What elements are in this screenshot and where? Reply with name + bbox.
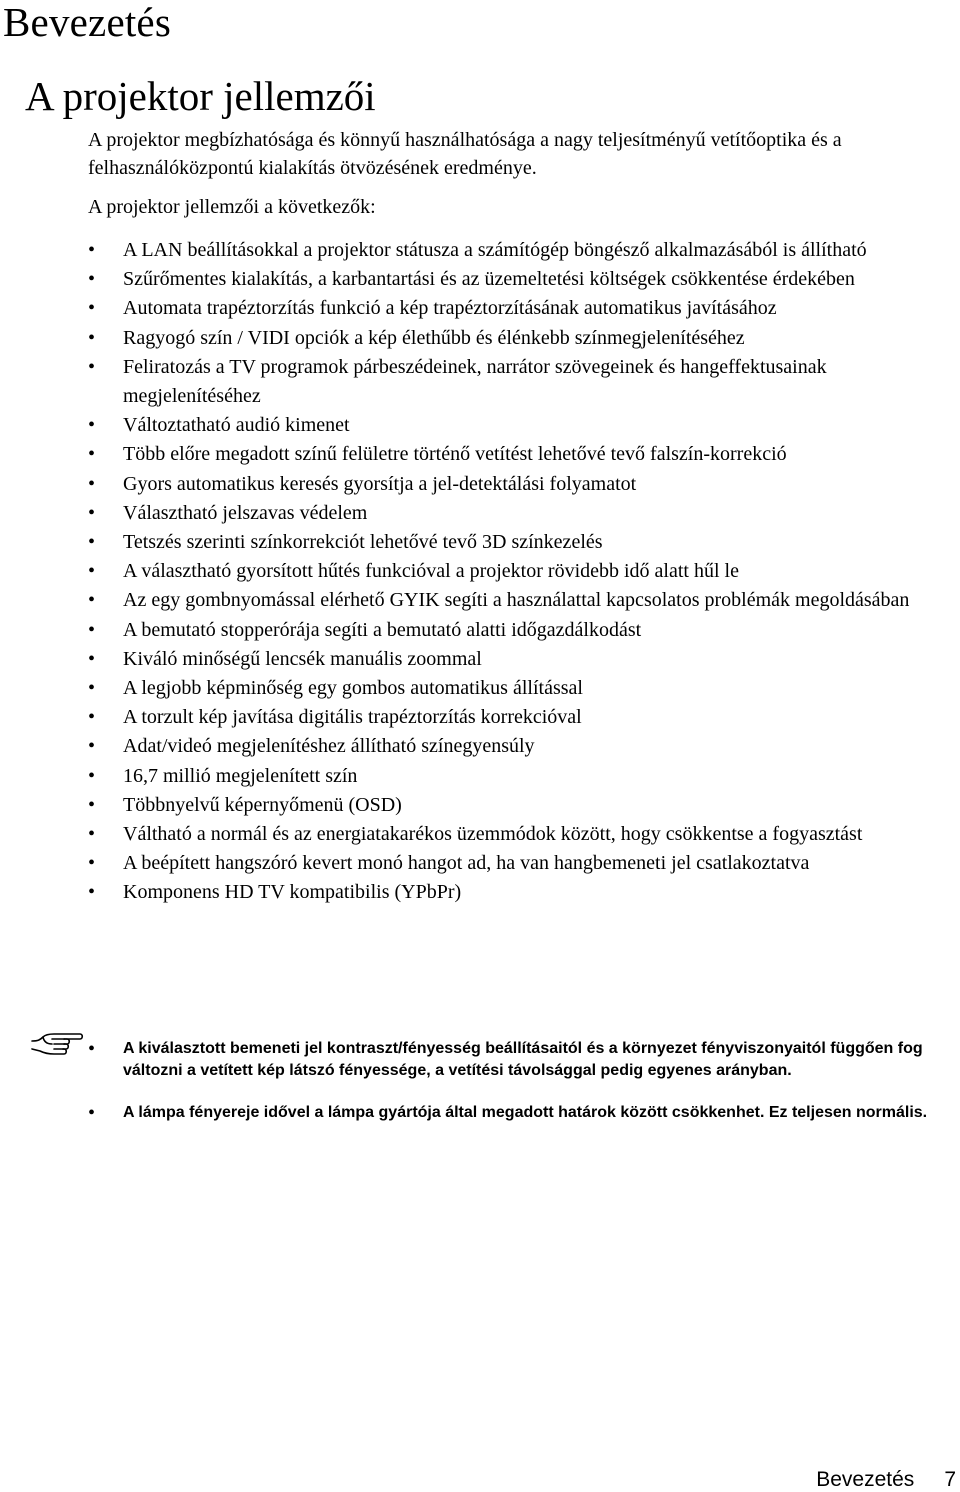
feature-text: Változtatható audió kimenet	[123, 414, 350, 437]
list-item	[88, 820, 956, 849]
list-item	[88, 440, 956, 469]
bullet-glyph: •	[88, 735, 96, 758]
feature-text: Szűrőmentes kialakítás, a karbantartási és az üzemeltetési költségek csökkentése érdekében	[123, 268, 855, 291]
note-item	[88, 1102, 928, 1124]
bullet-glyph: •	[88, 881, 96, 904]
list-item	[88, 674, 956, 703]
feature-text: Választható jelszavas védelem	[123, 501, 368, 524]
list-item	[88, 762, 956, 791]
feature-text: A beépített hangszóró kevert monó hangot ad, ha van hangbemeneti jel csatlakoztatva	[123, 852, 810, 875]
bullet-glyph: •	[88, 1038, 96, 1060]
list-item	[88, 557, 956, 586]
bullet-glyph: •	[88, 1102, 96, 1124]
notes-list	[88, 1038, 928, 1124]
feature-text: Adat/videó megjelenítéshez állítható színegyensúly	[123, 735, 535, 758]
feature-text: Kiváló minőségű lencsék manuális zoommal	[123, 647, 482, 670]
intro-paragraph: A projektor megbízhatósága és könnyű használhatósága a nagy teljesítményű vetítőoptika és a felhasználóközpontú kialakítás ötvözésének eredménye.	[88, 129, 842, 179]
section-title: A projektor jellemzői	[25, 73, 376, 119]
bullet-glyph: •	[88, 531, 96, 554]
feature-text: A választható gyorsított hűtés funkcióval a projektor rövidebb idő alatt hűl le	[123, 560, 739, 583]
feature-text: Feliratozás a TV programok párbeszédeinek, narrátor szövegeinek és hangeffektusainak megjelenítéséhez	[123, 355, 827, 408]
bullet-glyph: •	[88, 706, 96, 729]
bullet-glyph: •	[88, 647, 96, 670]
features-lead: A projektor jellemzői a következők:	[88, 196, 376, 218]
bullet-glyph: •	[88, 326, 96, 349]
note-text: A lámpa fényereje idővel a lámpa gyártója által megadott határok között csökkenhet. Ez teljesen normális.	[123, 1104, 928, 1121]
bullet-glyph: •	[88, 443, 96, 466]
bullet-glyph: •	[88, 472, 96, 495]
list-item	[88, 265, 956, 294]
bullet-glyph: •	[88, 589, 96, 612]
list-item	[88, 791, 956, 820]
bullet-glyph: •	[88, 793, 96, 816]
feature-text: Gyors automatikus keresés gyorsítja a jel-detektálási folyamatot	[123, 472, 637, 495]
note-item	[88, 1038, 928, 1082]
list-item	[88, 616, 956, 645]
page-footer	[816, 1468, 956, 1492]
bullet-glyph: •	[88, 355, 96, 378]
feature-text: Váltható a normál és az energiatakarékos üzemmódok között, hogy csökkentse a fogyasztást	[123, 823, 863, 846]
feature-text: A legjobb képminőség egy gombos automatikus állítással	[123, 677, 583, 700]
bullet-glyph: •	[88, 239, 96, 261]
bullet-glyph: •	[88, 297, 96, 320]
list-item	[88, 499, 956, 528]
feature-text: A bemutató stopperórája segíti a bemutató alatti időgazdálkodást	[123, 618, 642, 641]
list-item	[88, 528, 956, 557]
list-item	[88, 294, 956, 323]
feature-text: Ragyogó szín / VIDI opciók a kép élethűbb és élénkebb színmegjelenítéséhez	[123, 326, 745, 349]
page-number: 7	[944, 1468, 956, 1491]
list-item	[88, 586, 956, 615]
list-item	[88, 411, 956, 440]
bullet-glyph: •	[88, 823, 96, 846]
footer-section-name: Bevezetés	[816, 1468, 915, 1491]
bullet-glyph: •	[88, 268, 96, 291]
feature-text: 16,7 millió megjelenített szín	[123, 764, 358, 787]
list-item	[88, 703, 956, 732]
bullet-glyph: •	[88, 618, 96, 641]
features-list	[88, 236, 956, 908]
list-item	[88, 470, 956, 499]
feature-text: Tetszés szerinti színkorrekciót lehetővé tevő 3D színkezelés	[123, 531, 603, 554]
bullet-glyph: •	[88, 852, 96, 875]
feature-text: Több előre megadott színű felületre történő vetítést lehetővé tevő falszín-korrekció	[123, 443, 787, 466]
note-text: A kiválasztott bemeneti jel kontraszt/fényesség beállításaitól és a környezet fényviszonyaitól függően fog változni a vetített kép látszó fényessége, a vetítési távolsággal pedig egyenes arányban.	[123, 1040, 923, 1079]
feature-text: A LAN beállításokkal a projektor státusza a számítógép böngésző alkalmazásából is állítható	[123, 239, 867, 261]
chapter-title: Bevezetés	[3, 0, 171, 45]
bullet-glyph: •	[88, 414, 96, 437]
list-item	[88, 849, 956, 878]
feature-text: A torzult kép javítása digitális trapéztorzítás korrekcióval	[123, 706, 582, 729]
feature-text: Automata trapéztorzítás funkció a kép trapéztorzításának automatikus javításához	[123, 297, 777, 320]
feature-text: Komponens HD TV kompatibilis (YPbPr)	[123, 881, 462, 904]
bullet-glyph: •	[88, 560, 96, 583]
feature-text: Többnyelvű képernyőmenü (OSD)	[123, 793, 402, 816]
list-item	[88, 353, 956, 411]
list-item	[88, 732, 956, 761]
pointing-hand-icon	[30, 1030, 84, 1064]
list-item	[88, 645, 956, 674]
bullet-glyph: •	[88, 764, 96, 787]
bullet-glyph: •	[88, 501, 96, 524]
list-item	[88, 324, 956, 353]
list-item	[88, 236, 956, 265]
list-item	[88, 878, 956, 907]
feature-text: Az egy gombnyomással elérhető GYIK segíti a használattal kapcsolatos problémák megoldásában	[123, 589, 910, 612]
bullet-glyph: •	[88, 677, 96, 700]
